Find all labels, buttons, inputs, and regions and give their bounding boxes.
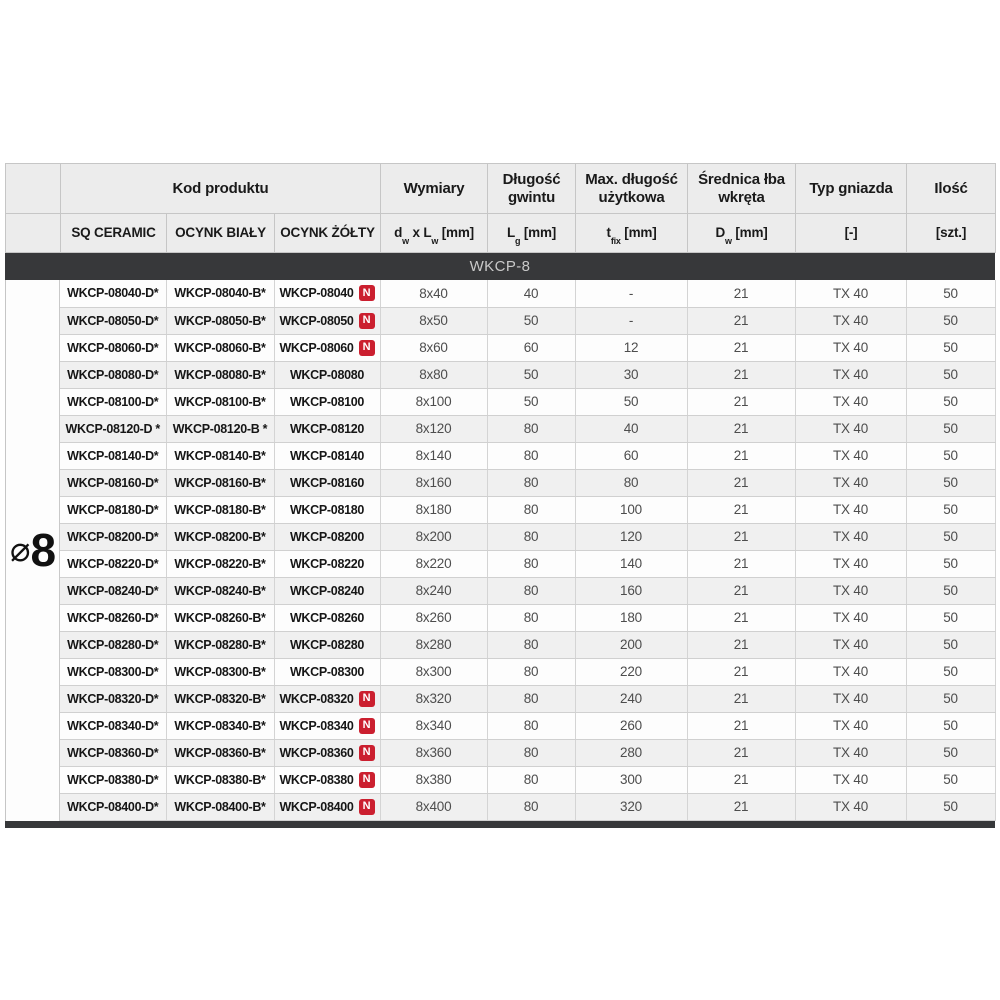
cell-quantity: 50 — [906, 739, 995, 766]
product-code-sq: WKCP-08100-D* — [67, 394, 159, 409]
product-code-sq: WKCP-08140-D* — [67, 448, 159, 463]
cell-ocynk-bialy — [166, 388, 274, 415]
col-header-max-dlugosc: Max. długość użytkowa — [576, 164, 688, 214]
product-code-bialy: WKCP-08240-B* — [174, 583, 266, 598]
corner-cell-sub — [6, 214, 61, 253]
diameter-cell — [5, 280, 60, 821]
cell-sq-ceramic — [60, 334, 166, 361]
cell-max-usable-length: 50 — [575, 388, 687, 415]
cell-sq-ceramic — [60, 631, 166, 658]
cell-head-diameter: 21 — [687, 388, 795, 415]
cell-quantity: 50 — [906, 685, 995, 712]
table-row — [60, 442, 995, 469]
cell-ocynk-bialy — [166, 523, 274, 550]
cell-quantity: 50 — [906, 577, 995, 604]
product-code-bialy: WKCP-08120-B * — [172, 421, 268, 436]
cell-ocynk-zolty — [274, 550, 380, 577]
table-body-area — [5, 280, 995, 821]
cell-thread-length: 80 — [487, 550, 575, 577]
product-code-zolty: WKCP-08180 — [289, 502, 365, 517]
subheader-typ-unit: [-] — [796, 214, 907, 253]
cell-head-diameter: 21 — [687, 766, 795, 793]
product-code-sq: WKCP-08180-D* — [67, 502, 159, 517]
product-code-sq: WKCP-08400-D* — [67, 799, 159, 814]
product-code-sq: WKCP-08240-D* — [67, 583, 159, 598]
cell-socket-type: TX 40 — [795, 658, 906, 685]
table-row — [60, 550, 995, 577]
cell-quantity: 50 — [906, 469, 995, 496]
cell-ocynk-bialy — [166, 280, 274, 307]
cell-head-diameter: 21 — [687, 469, 795, 496]
cell-socket-type: TX 40 — [795, 739, 906, 766]
product-code-sq: WKCP-08340-D* — [67, 718, 159, 733]
table-header — [5, 163, 996, 253]
cell-socket-type: TX 40 — [795, 334, 906, 361]
cell-sq-ceramic — [60, 496, 166, 523]
cell-thread-length: 80 — [487, 415, 575, 442]
cell-max-usable-length: 320 — [575, 793, 687, 820]
product-code-bialy: WKCP-08360-B* — [174, 745, 266, 760]
product-code-zolty: WKCP-08380 — [279, 772, 354, 787]
cell-ocynk-zolty — [274, 604, 380, 631]
subheader-sq-ceramic: SQ CERAMIC — [61, 214, 167, 253]
cell-ocynk-zolty — [274, 739, 380, 766]
product-code-zolty: WKCP-08260 — [289, 610, 365, 625]
product-code-sq: WKCP-08040-D* — [67, 286, 159, 301]
cell-ocynk-bialy — [166, 631, 274, 658]
cell-head-diameter: 21 — [687, 496, 795, 523]
product-code-zolty: WKCP-08040 — [279, 286, 354, 301]
subheader-dim-unit: $d_w$ x $L_w$ [mm] — [381, 214, 488, 253]
cell-socket-type: TX 40 — [795, 712, 906, 739]
cell-socket-type: TX 40 — [795, 793, 906, 820]
new-product-badge: N — [359, 745, 375, 761]
cell-max-usable-length: 100 — [575, 496, 687, 523]
cell-dimensions: 8x320 — [380, 685, 487, 712]
subheader-ocynk-zolty: OCYNK ŻÓŁTY — [275, 214, 381, 253]
product-code-bialy: WKCP-08220-B* — [174, 556, 266, 571]
cell-socket-type: TX 40 — [795, 307, 906, 334]
cell-sq-ceramic — [60, 388, 166, 415]
cell-head-diameter: 21 — [687, 604, 795, 631]
corner-cell — [6, 164, 61, 214]
cell-head-diameter: 21 — [687, 361, 795, 388]
product-code-sq: WKCP-08300-D* — [67, 664, 159, 679]
product-code-zolty: WKCP-08220 — [289, 556, 365, 571]
cell-dimensions: 8x260 — [380, 604, 487, 631]
cell-ocynk-zolty — [274, 307, 380, 334]
cell-quantity: 50 — [906, 523, 995, 550]
product-spec-table — [5, 163, 995, 828]
cell-head-diameter: 21 — [687, 793, 795, 820]
table-row — [60, 739, 995, 766]
cell-dimensions: 8x180 — [380, 496, 487, 523]
table-row — [60, 361, 995, 388]
cell-max-usable-length: 180 — [575, 604, 687, 631]
table-row — [60, 334, 995, 361]
cell-ocynk-bialy — [166, 334, 274, 361]
cell-ocynk-bialy — [166, 604, 274, 631]
table-row — [60, 658, 995, 685]
cell-dimensions: 8x360 — [380, 739, 487, 766]
subheader-ocynk-bialy: OCYNK BIAŁY — [167, 214, 275, 253]
cell-sq-ceramic — [60, 739, 166, 766]
cell-thread-length: 80 — [487, 685, 575, 712]
cell-quantity: 50 — [906, 307, 995, 334]
cell-quantity: 50 — [906, 550, 995, 577]
cell-socket-type: TX 40 — [795, 361, 906, 388]
cell-ocynk-zolty — [274, 685, 380, 712]
cell-head-diameter: 21 — [687, 577, 795, 604]
new-product-badge: N — [359, 772, 375, 788]
subheader-lg-unit: $L_g$ [mm] — [488, 214, 576, 253]
col-header-dlugosc-gwintu: Długość gwintu — [488, 164, 576, 214]
new-product-badge: N — [359, 313, 375, 329]
cell-sq-ceramic — [60, 766, 166, 793]
table-row — [60, 496, 995, 523]
cell-socket-type: TX 40 — [795, 469, 906, 496]
cell-max-usable-length: 60 — [575, 442, 687, 469]
cell-ocynk-bialy — [166, 658, 274, 685]
cell-head-diameter: 21 — [687, 523, 795, 550]
cell-thread-length: 80 — [487, 604, 575, 631]
table-row — [60, 280, 995, 307]
cell-head-diameter: 21 — [687, 631, 795, 658]
cell-ocynk-zolty — [274, 469, 380, 496]
cell-max-usable-length: 12 — [575, 334, 687, 361]
product-code-bialy: WKCP-08160-B* — [174, 475, 266, 490]
cell-sq-ceramic — [60, 523, 166, 550]
cell-ocynk-bialy — [166, 685, 274, 712]
cell-quantity: 50 — [906, 496, 995, 523]
cell-ocynk-bialy — [166, 469, 274, 496]
cell-max-usable-length: 200 — [575, 631, 687, 658]
cell-thread-length: 80 — [487, 496, 575, 523]
cell-socket-type: TX 40 — [795, 766, 906, 793]
product-code-bialy: WKCP-08180-B* — [174, 502, 266, 517]
cell-dimensions: 8x280 — [380, 631, 487, 658]
cell-thread-length: 80 — [487, 631, 575, 658]
product-code-sq: WKCP-08380-D* — [67, 772, 159, 787]
table-row — [60, 712, 995, 739]
cell-head-diameter: 21 — [687, 685, 795, 712]
cell-ocynk-zolty — [274, 361, 380, 388]
cell-thread-length: 50 — [487, 307, 575, 334]
table-rows — [60, 280, 995, 820]
product-code-sq: WKCP-08050-D* — [67, 313, 159, 328]
cell-sq-ceramic — [60, 415, 166, 442]
table-row — [60, 388, 995, 415]
cell-max-usable-length: 40 — [575, 415, 687, 442]
cell-thread-length: 80 — [487, 577, 575, 604]
cell-quantity: 50 — [906, 604, 995, 631]
cell-max-usable-length: 140 — [575, 550, 687, 577]
subheader-dw-unit: $D_w$ [mm] — [688, 214, 796, 253]
cell-max-usable-length: 260 — [575, 712, 687, 739]
diameter-icon: ⌀ — [9, 531, 31, 570]
cell-thread-length: 80 — [487, 658, 575, 685]
product-code-sq: WKCP-08220-D* — [67, 556, 159, 571]
product-code-sq: WKCP-08120-D * — [65, 421, 160, 436]
cell-dimensions: 8x380 — [380, 766, 487, 793]
product-code-bialy: WKCP-08260-B* — [174, 610, 266, 625]
product-code-sq: WKCP-08060-D* — [67, 340, 159, 355]
cell-sq-ceramic — [60, 361, 166, 388]
cell-quantity: 50 — [906, 388, 995, 415]
product-code-bialy: WKCP-08200-B* — [174, 529, 266, 544]
cell-socket-type: TX 40 — [795, 604, 906, 631]
cell-sq-ceramic — [60, 442, 166, 469]
product-code-bialy: WKCP-08050-B* — [174, 313, 266, 328]
col-header-ilosc: Ilość — [907, 164, 996, 214]
cell-ocynk-bialy — [166, 550, 274, 577]
cell-head-diameter: 21 — [687, 334, 795, 361]
cell-head-diameter: 21 — [687, 280, 795, 307]
product-code-bialy: WKCP-08060-B* — [174, 340, 266, 355]
table-row — [60, 523, 995, 550]
cell-thread-length: 80 — [487, 766, 575, 793]
product-code-bialy: WKCP-08080-B* — [174, 367, 266, 382]
product-code-zolty: WKCP-08400 — [279, 799, 354, 814]
cell-thread-length: 50 — [487, 388, 575, 415]
cell-ocynk-zolty — [274, 388, 380, 415]
cell-head-diameter: 21 — [687, 415, 795, 442]
product-code-zolty: WKCP-08240 — [289, 583, 365, 598]
cell-socket-type: TX 40 — [795, 631, 906, 658]
cell-ocynk-bialy — [166, 712, 274, 739]
product-code-bialy: WKCP-08400-B* — [174, 799, 266, 814]
cell-head-diameter: 21 — [687, 658, 795, 685]
product-code-bialy: WKCP-08040-B* — [174, 286, 266, 301]
product-code-zolty: WKCP-08360 — [279, 745, 354, 760]
new-product-badge: N — [359, 799, 375, 815]
product-code-sq: WKCP-08280-D* — [67, 637, 159, 652]
product-code-sq: WKCP-08360-D* — [67, 745, 159, 760]
cell-sq-ceramic — [60, 577, 166, 604]
cell-max-usable-length: 220 — [575, 658, 687, 685]
cell-quantity: 50 — [906, 766, 995, 793]
product-code-zolty: WKCP-08340 — [279, 718, 354, 733]
cell-quantity: 50 — [906, 793, 995, 820]
product-code-zolty: WKCP-08080 — [289, 367, 365, 382]
product-code-zolty: WKCP-08050 — [279, 313, 354, 328]
product-code-bialy: WKCP-08280-B* — [174, 637, 266, 652]
product-code-zolty: WKCP-08140 — [289, 448, 365, 463]
cell-quantity: 50 — [906, 334, 995, 361]
cell-dimensions: 8x50 — [380, 307, 487, 334]
subheader-tfix-unit: $t_{fix}$ [mm] — [576, 214, 688, 253]
cell-max-usable-length: 240 — [575, 685, 687, 712]
cell-head-diameter: 21 — [687, 307, 795, 334]
cell-sq-ceramic — [60, 604, 166, 631]
cell-ocynk-bialy — [166, 496, 274, 523]
cell-ocynk-bialy — [166, 307, 274, 334]
product-code-zolty: WKCP-08120 — [289, 421, 365, 436]
cell-head-diameter: 21 — [687, 550, 795, 577]
cell-ocynk-bialy — [166, 361, 274, 388]
table-row — [60, 307, 995, 334]
cell-max-usable-length: - — [575, 307, 687, 334]
product-code-zolty: WKCP-08060 — [279, 340, 354, 355]
cell-dimensions: 8x340 — [380, 712, 487, 739]
cell-sq-ceramic — [60, 307, 166, 334]
product-code-sq: WKCP-08320-D* — [67, 691, 159, 706]
cell-ocynk-zolty — [274, 496, 380, 523]
table-row — [60, 766, 995, 793]
cell-max-usable-length: 30 — [575, 361, 687, 388]
cell-socket-type: TX 40 — [795, 388, 906, 415]
product-code-bialy: WKCP-08380-B* — [174, 772, 266, 787]
cell-ocynk-bialy — [166, 766, 274, 793]
cell-ocynk-zolty — [274, 631, 380, 658]
product-code-zolty: WKCP-08160 — [289, 475, 365, 490]
cell-socket-type: TX 40 — [795, 280, 906, 307]
cell-quantity: 50 — [906, 280, 995, 307]
product-code-zolty: WKCP-08100 — [289, 394, 365, 409]
table-row — [60, 577, 995, 604]
cell-ocynk-zolty — [274, 442, 380, 469]
cell-sq-ceramic — [60, 793, 166, 820]
cell-thread-length: 80 — [487, 739, 575, 766]
cell-head-diameter: 21 — [687, 712, 795, 739]
cell-socket-type: TX 40 — [795, 415, 906, 442]
cell-ocynk-zolty — [274, 577, 380, 604]
table-row — [60, 604, 995, 631]
cell-dimensions: 8x220 — [380, 550, 487, 577]
group-band — [5, 253, 995, 280]
cell-dimensions: 8x100 — [380, 388, 487, 415]
cell-ocynk-zolty — [274, 712, 380, 739]
cell-sq-ceramic — [60, 658, 166, 685]
cell-head-diameter: 21 — [687, 442, 795, 469]
cell-socket-type: TX 40 — [795, 523, 906, 550]
product-code-zolty: WKCP-08300 — [289, 664, 365, 679]
cell-ocynk-zolty — [274, 766, 380, 793]
cell-socket-type: TX 40 — [795, 496, 906, 523]
cell-thread-length: 80 — [487, 442, 575, 469]
cell-ocynk-bialy — [166, 793, 274, 820]
cell-socket-type: TX 40 — [795, 685, 906, 712]
cell-thread-length: 80 — [487, 793, 575, 820]
cell-dimensions: 8x120 — [380, 415, 487, 442]
cell-quantity: 50 — [906, 712, 995, 739]
subheader-qty-unit: [szt.] — [907, 214, 996, 253]
col-header-wymiary: Wymiary — [381, 164, 488, 214]
cell-ocynk-bialy — [166, 415, 274, 442]
product-code-bialy: WKCP-08320-B* — [174, 691, 266, 706]
col-header-srednica-lba: Średnica łba wkręta — [688, 164, 796, 214]
cell-thread-length: 80 — [487, 712, 575, 739]
cell-dimensions: 8x60 — [380, 334, 487, 361]
cell-ocynk-bialy — [166, 739, 274, 766]
cell-quantity: 50 — [906, 442, 995, 469]
cell-max-usable-length: 80 — [575, 469, 687, 496]
cell-head-diameter: 21 — [687, 739, 795, 766]
cell-thread-length: 50 — [487, 361, 575, 388]
table-row — [60, 685, 995, 712]
cell-dimensions: 8x140 — [380, 442, 487, 469]
product-code-sq: WKCP-08260-D* — [67, 610, 159, 625]
cell-max-usable-length: 120 — [575, 523, 687, 550]
cell-sq-ceramic — [60, 469, 166, 496]
cell-max-usable-length: 300 — [575, 766, 687, 793]
product-code-zolty: WKCP-08200 — [289, 529, 365, 544]
cell-sq-ceramic — [60, 280, 166, 307]
table-row — [60, 793, 995, 820]
cell-dimensions: 8x80 — [380, 361, 487, 388]
cell-dimensions: 8x400 — [380, 793, 487, 820]
product-code-bialy: WKCP-08140-B* — [174, 448, 266, 463]
cell-ocynk-bialy — [166, 442, 274, 469]
data-table — [60, 280, 996, 821]
product-code-bialy: WKCP-08340-B* — [174, 718, 266, 733]
new-product-badge: N — [359, 718, 375, 734]
cell-sq-ceramic — [60, 685, 166, 712]
table-row — [60, 469, 995, 496]
cell-thread-length: 80 — [487, 523, 575, 550]
product-code-sq: WKCP-08200-D* — [67, 529, 159, 544]
table-row — [60, 631, 995, 658]
cell-socket-type: TX 40 — [795, 442, 906, 469]
product-code-zolty: WKCP-08280 — [289, 637, 365, 652]
new-product-badge: N — [359, 340, 375, 356]
cell-max-usable-length: - — [575, 280, 687, 307]
group-band-label: WKCP-8 — [469, 258, 531, 275]
cell-ocynk-zolty — [274, 415, 380, 442]
cell-dimensions: 8x300 — [380, 658, 487, 685]
cell-quantity: 50 — [906, 415, 995, 442]
cell-thread-length: 60 — [487, 334, 575, 361]
table-row — [60, 415, 995, 442]
cell-dimensions: 8x200 — [380, 523, 487, 550]
cell-thread-length: 40 — [487, 280, 575, 307]
cell-sq-ceramic — [60, 550, 166, 577]
table-bottom-bar — [5, 821, 995, 828]
product-code-bialy: WKCP-08100-B* — [174, 394, 266, 409]
cell-socket-type: TX 40 — [795, 550, 906, 577]
cell-ocynk-zolty — [274, 793, 380, 820]
cell-max-usable-length: 160 — [575, 577, 687, 604]
cell-dimensions: 8x240 — [380, 577, 487, 604]
product-code-zolty: WKCP-08320 — [279, 691, 354, 706]
diameter-value: 8 — [30, 524, 56, 577]
cell-ocynk-zolty — [274, 658, 380, 685]
col-header-typ-gniazda: Typ gniazda — [796, 164, 907, 214]
cell-thread-length: 80 — [487, 469, 575, 496]
cell-quantity: 50 — [906, 361, 995, 388]
cell-dimensions: 8x160 — [380, 469, 487, 496]
cell-socket-type: TX 40 — [795, 577, 906, 604]
cell-ocynk-zolty — [274, 523, 380, 550]
cell-sq-ceramic — [60, 712, 166, 739]
new-product-badge: N — [359, 691, 375, 707]
cell-dimensions: 8x40 — [380, 280, 487, 307]
product-code-sq: WKCP-08160-D* — [67, 475, 159, 490]
product-code-sq: WKCP-08080-D* — [67, 367, 159, 382]
product-code-bialy: WKCP-08300-B* — [174, 664, 266, 679]
cell-ocynk-zolty — [274, 280, 380, 307]
new-product-badge: N — [359, 285, 375, 301]
col-header-kod-produktu: Kod produktu — [61, 164, 381, 214]
cell-max-usable-length: 280 — [575, 739, 687, 766]
cell-quantity: 50 — [906, 631, 995, 658]
cell-ocynk-bialy — [166, 577, 274, 604]
cell-ocynk-zolty — [274, 334, 380, 361]
cell-quantity: 50 — [906, 658, 995, 685]
